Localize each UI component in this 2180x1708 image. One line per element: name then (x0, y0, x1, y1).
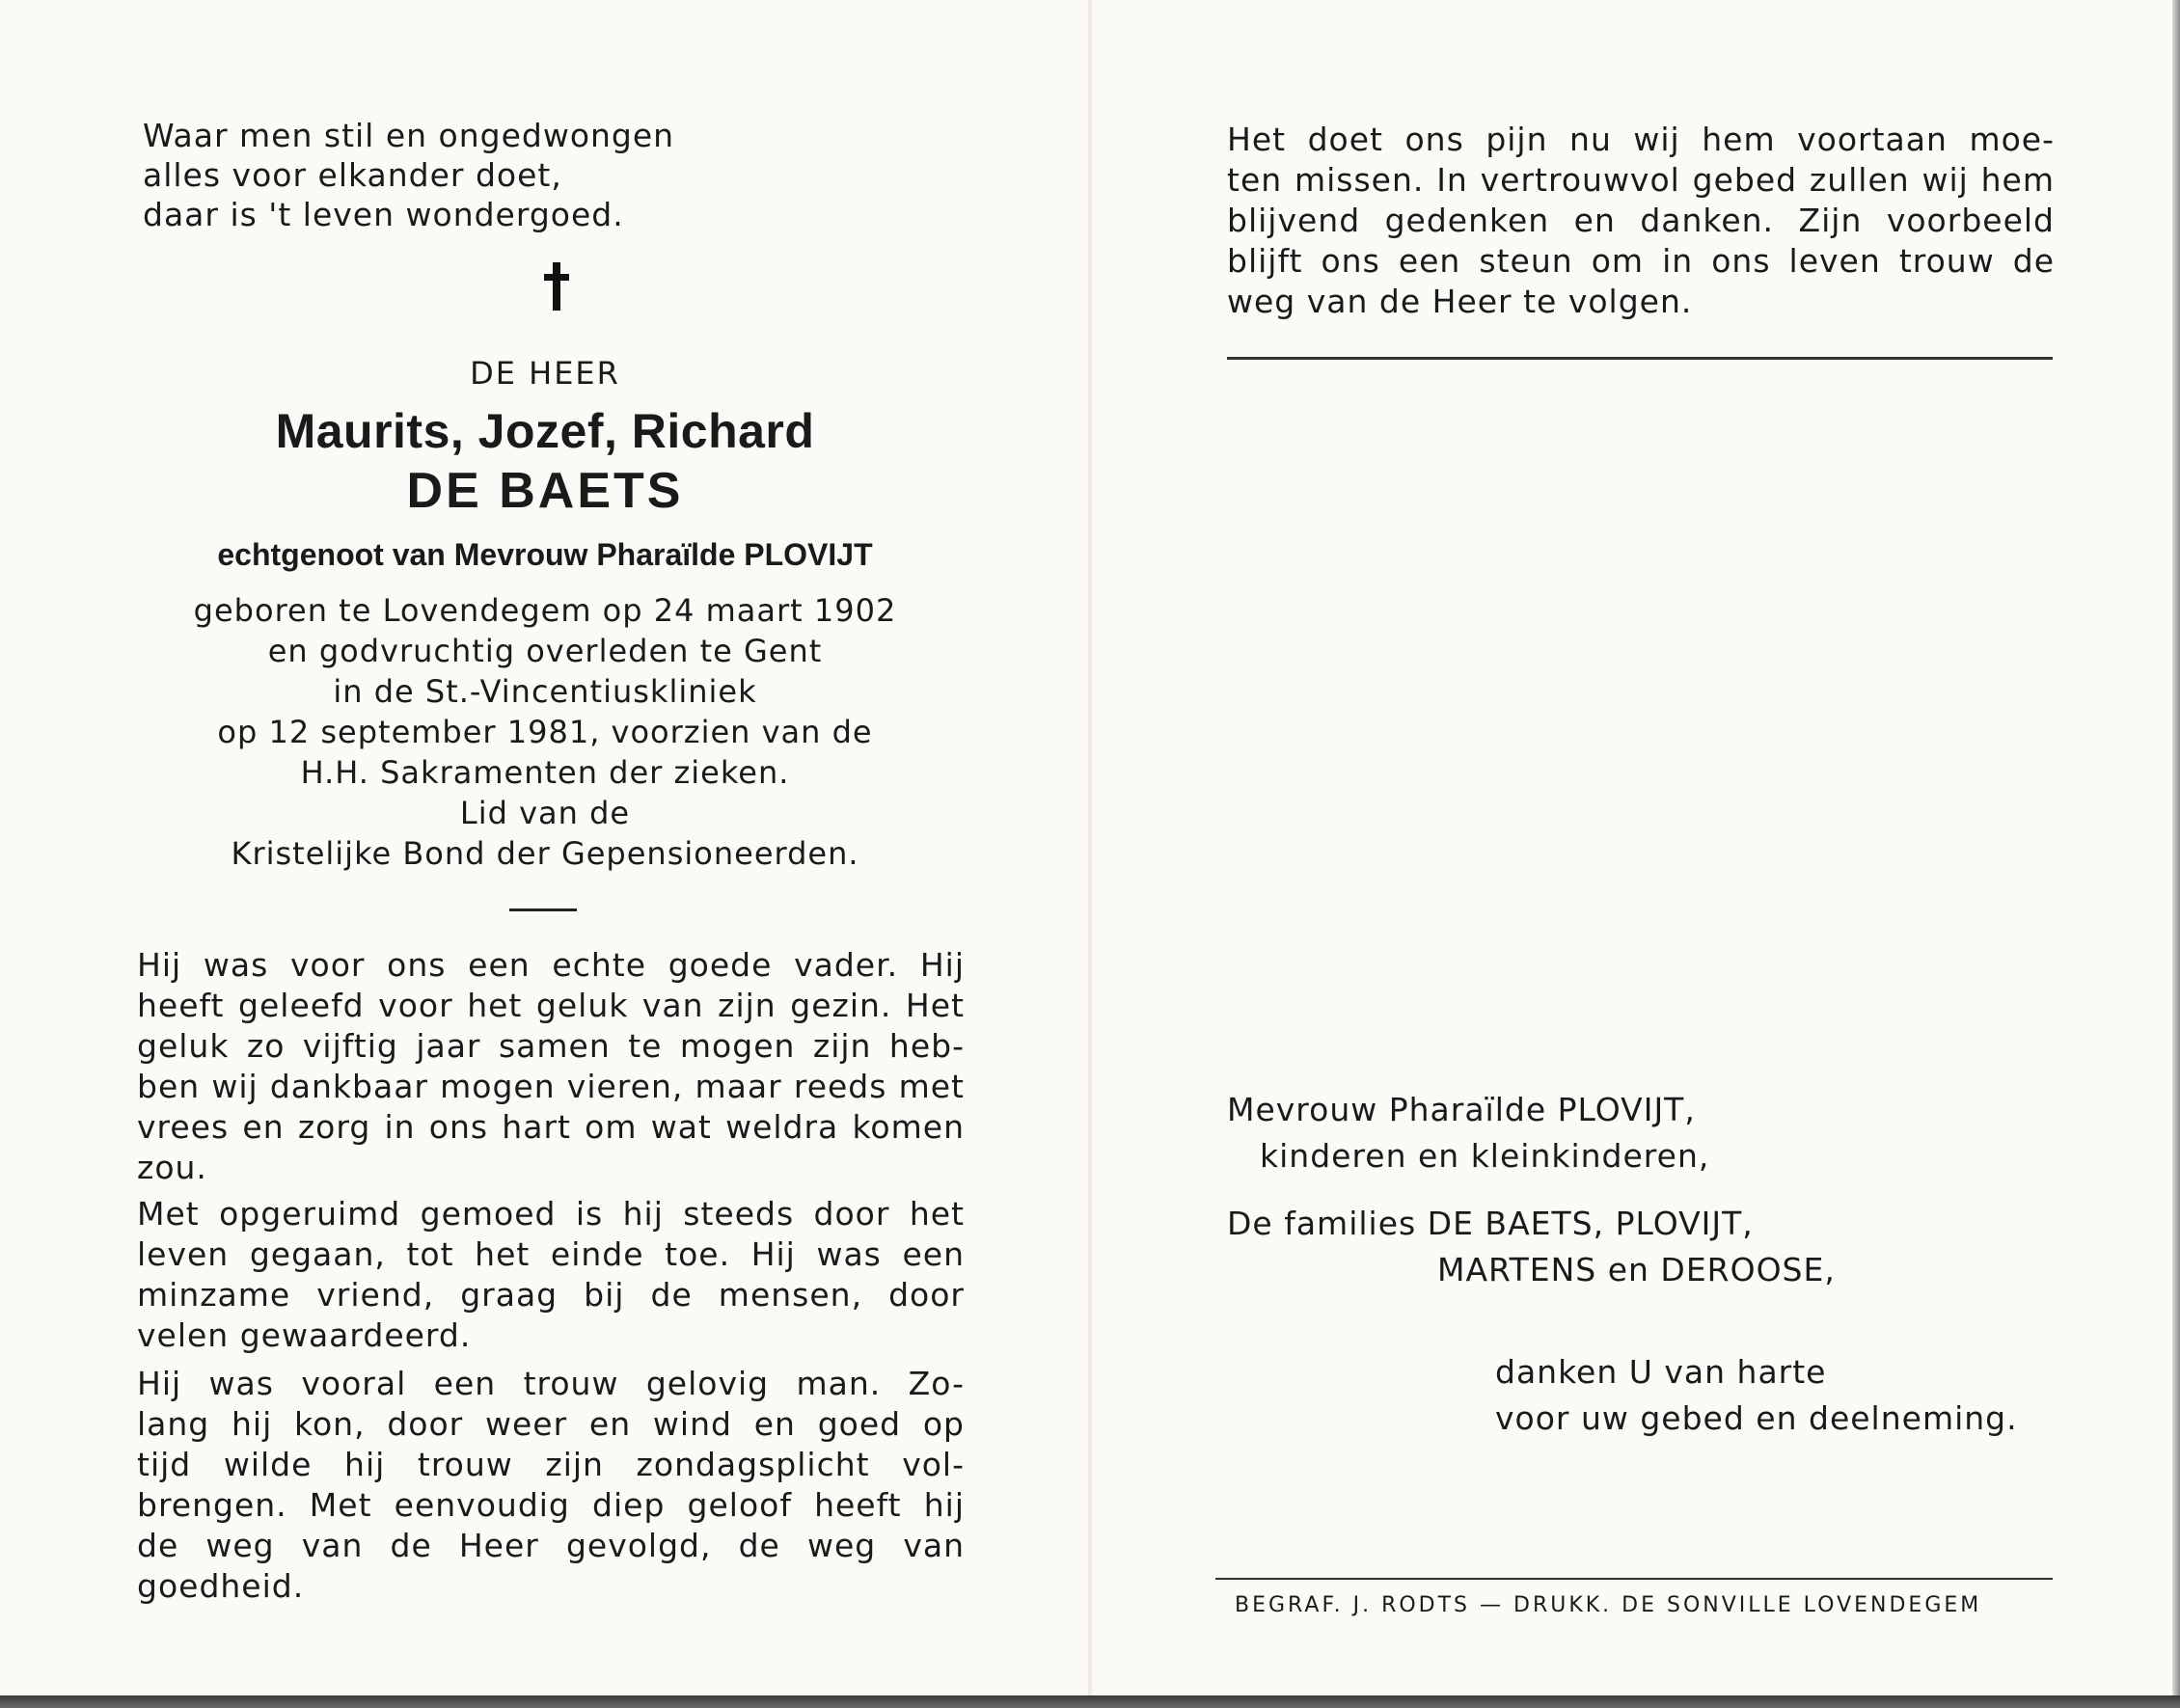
family-line: MARTENS en DEROOSE, (1437, 1251, 1836, 1288)
text-line: leven gegaan, tot het einde toe. Hij was een (137, 1235, 965, 1273)
paragraph-friend (137, 1194, 965, 1356)
paragraph-faith (137, 1364, 965, 1607)
bio-line: in de St.-Vincentiuskliniek (333, 673, 757, 710)
biography (125, 590, 965, 874)
text-line: minzame vriend, graag bij de mensen, door (137, 1276, 965, 1314)
motto-line: Waar men stil en ongedwongen (143, 117, 675, 154)
text-line: goedheid. (137, 1567, 305, 1605)
family-line: De families DE BAETS, PLOVIJT, (1227, 1205, 1754, 1242)
card-edge (2172, 0, 2180, 1708)
text-line: blijft ons een steun om in ons leven trouw de (1227, 242, 2055, 280)
text-line: tijd wilde hij trouw zijn zondagsplicht vol- (137, 1446, 965, 1483)
divider (509, 908, 577, 911)
text-line: Hij was voor ons een echte goede vader. Hij (137, 946, 965, 984)
paragraph-father (137, 945, 965, 1188)
bio-line: Kristelijke Bond der Gepensioneerden. (231, 835, 859, 872)
divider (1227, 357, 2053, 360)
spouse-line: echtgenoot van Mevrouw Pharaïlde PLOVIJT (217, 537, 873, 572)
left-page (0, 0, 1090, 1697)
text-line: geluk zo vijftig jaar samen te mogen zijn heb- (137, 1027, 965, 1065)
text-line: velen gewaardeerd. (137, 1316, 472, 1354)
deceased-surname: DE BAETS (406, 463, 684, 519)
text-line: zou. (137, 1149, 207, 1186)
text-line: heeft geleefd voor het geluk van zijn gezin. Het (137, 987, 965, 1024)
bio-line: H.H. Sakramenten der zieken. (300, 754, 790, 791)
bio-line: Lid van de (459, 795, 631, 831)
deceased-first-names: Maurits, Jozef, Richard (275, 404, 815, 458)
text-line: Met opgeruimd gemoed is hij steeds door het (137, 1195, 965, 1233)
motto (143, 116, 674, 234)
family-line: kinderen en kleinkinderen, (1260, 1137, 1710, 1175)
right-page (1090, 0, 2178, 1697)
honorific: DE HEER (470, 355, 620, 392)
text-line: ben wij dankbaar mogen vieren, maar reeds met (137, 1068, 965, 1105)
paragraph-remembrance (1227, 120, 2055, 322)
text-line: brengen. Met eenvoudig diep geloof heeft hij (137, 1486, 965, 1524)
cross-icon (544, 262, 567, 311)
motto-line: daar is 't leven wondergoed. (143, 196, 624, 233)
text-line: Het doet ons pijn nu wij hem voortaan moe- (1227, 121, 2055, 158)
text-line: blijvend gedenken en danken. Zijn voorbeeld (1227, 202, 2055, 239)
card-edge (0, 1695, 2180, 1708)
text-line: de weg van de Heer gevolgd, de weg van (137, 1527, 965, 1564)
family-line: Mevrouw Pharaïlde PLOVIJT, (1227, 1091, 1696, 1128)
thanks-line: voor uw gebed en deelneming. (1495, 1399, 2018, 1437)
text-line: lang hij kon, door weer en wind en goed op (137, 1405, 965, 1443)
printer-credit: BEGRAF. J. RODTS — DRUKK. DE SONVILLE LOVENDEGEM (1235, 1593, 1982, 1617)
bio-line: geboren te Lovendegem op 24 maart 1902 (193, 592, 897, 629)
thanks-line: danken U van harte (1495, 1353, 1827, 1391)
bio-line: en godvruchtig overleden te Gent (267, 633, 823, 669)
text-line: vrees en zorg in ons hart om wat weldra komen (137, 1108, 965, 1146)
footer-divider (1215, 1578, 2053, 1580)
motto-line: alles voor elkander doet, (143, 156, 562, 194)
text-line: ten missen. In vertrouwvol gebed zullen wij hem (1227, 161, 2055, 199)
text-line: Hij was vooral een trouw gelovig man. Zo- (137, 1365, 965, 1402)
bio-line: op 12 september 1981, voorzien van de (217, 714, 873, 750)
text-line: weg van de Heer te volgen. (1227, 283, 1693, 320)
